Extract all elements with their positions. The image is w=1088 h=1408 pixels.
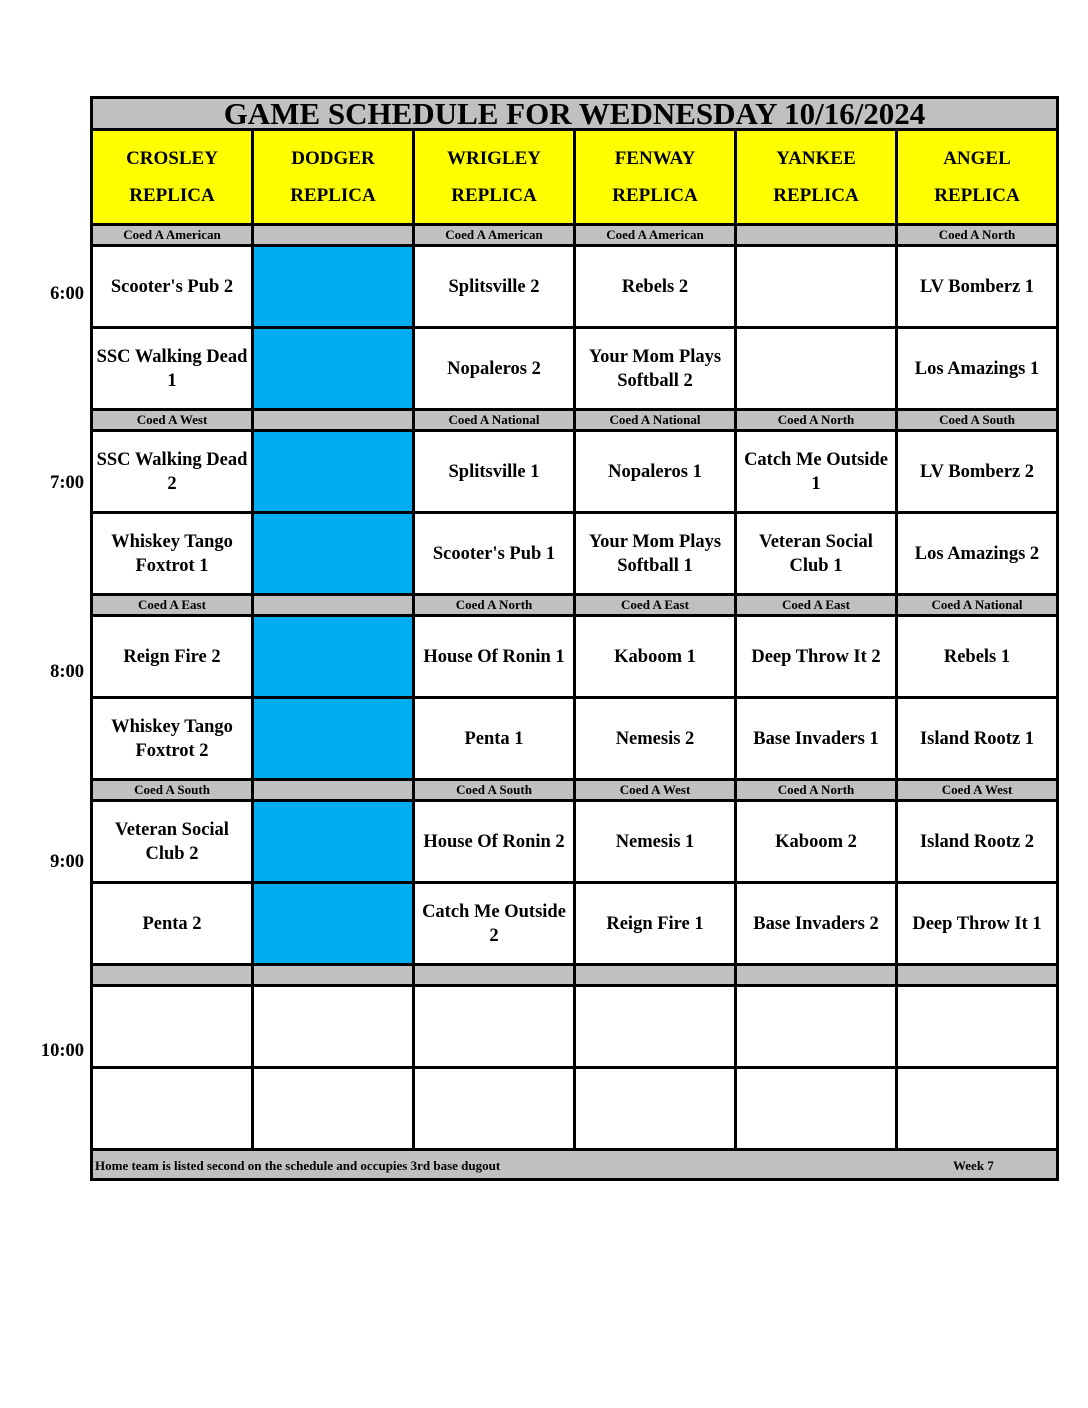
- venue-subtitle: REPLICA: [451, 185, 537, 206]
- team-cell: Splitsville 2: [414, 246, 575, 328]
- game-row: [92, 801, 1058, 883]
- team-cell: [253, 431, 414, 513]
- division-label: [253, 410, 414, 431]
- venue-header: [575, 130, 736, 225]
- division-row: [92, 225, 1058, 246]
- division-label: [253, 595, 414, 616]
- team-cell: Scooter's Pub 2: [92, 246, 253, 328]
- game-row: [92, 1068, 1058, 1150]
- team-cell: House Of Ronin 2: [414, 801, 575, 883]
- game-row: [92, 513, 1058, 595]
- team-cell: Your Mom Plays Softball 1: [575, 513, 736, 595]
- team-cell: Veteran Social Club 2: [92, 801, 253, 883]
- venue-header: [897, 130, 1058, 225]
- venue-header: [736, 130, 897, 225]
- division-label: Coed A American: [575, 225, 736, 246]
- division-row: [92, 595, 1058, 616]
- team-cell: Deep Throw It 2: [736, 616, 897, 698]
- venue-name: DODGER: [291, 148, 375, 169]
- time-label: 9:00: [50, 852, 84, 872]
- footer-row: [92, 1150, 1058, 1180]
- venue-header: [414, 130, 575, 225]
- team-cell: [897, 1068, 1058, 1150]
- team-cell: Rebels 1: [897, 616, 1058, 698]
- venue-name: FENWAY: [614, 148, 696, 169]
- team-cell: Los Amazings 1: [897, 328, 1058, 410]
- team-cell: Whiskey Tango Foxtrot 2: [92, 698, 253, 780]
- team-cell: [897, 986, 1058, 1068]
- division-label: Coed A West: [575, 780, 736, 801]
- team-cell: Penta 1: [414, 698, 575, 780]
- team-cell: [253, 801, 414, 883]
- team-cell: [253, 1068, 414, 1150]
- team-cell: LV Bomberz 2: [897, 431, 1058, 513]
- division-label: [253, 965, 414, 986]
- division-label: [414, 965, 575, 986]
- division-label: Coed A East: [736, 595, 897, 616]
- team-cell: [736, 1068, 897, 1150]
- page-title: GAME SCHEDULE FOR WEDNESDAY 10/16/2024: [92, 98, 1058, 130]
- team-cell: [253, 246, 414, 328]
- division-label: Coed A North: [414, 595, 575, 616]
- team-cell: [253, 883, 414, 965]
- team-cell: House Of Ronin 1: [414, 616, 575, 698]
- division-row: [92, 780, 1058, 801]
- team-cell: LV Bomberz 1: [897, 246, 1058, 328]
- team-cell: Nemesis 2: [575, 698, 736, 780]
- team-cell: Los Amazings 2: [897, 513, 1058, 595]
- division-label: Coed A National: [575, 410, 736, 431]
- team-cell: Penta 2: [92, 883, 253, 965]
- division-label: [897, 965, 1058, 986]
- team-cell: [253, 698, 414, 780]
- team-cell: Base Invaders 2: [736, 883, 897, 965]
- game-row: [92, 328, 1058, 410]
- team-cell: [253, 986, 414, 1068]
- venue-header-row: [92, 130, 1058, 225]
- division-label: Coed A South: [897, 410, 1058, 431]
- team-cell: [92, 1068, 253, 1150]
- venue-subtitle: REPLICA: [612, 185, 698, 206]
- division-label: Coed A South: [414, 780, 575, 801]
- game-row: [92, 883, 1058, 965]
- team-cell: SSC Walking Dead 2: [92, 431, 253, 513]
- team-cell: [92, 986, 253, 1068]
- venue-name: ANGEL: [943, 148, 1011, 169]
- game-row: [92, 431, 1058, 513]
- division-label: Coed A North: [897, 225, 1058, 246]
- game-row: [92, 698, 1058, 780]
- team-cell: [414, 986, 575, 1068]
- time-label: 6:00: [50, 284, 84, 304]
- venue-header: [92, 130, 253, 225]
- team-cell: Splitsville 1: [414, 431, 575, 513]
- division-label: Coed A American: [414, 225, 575, 246]
- division-label: [736, 225, 897, 246]
- team-cell: Kaboom 2: [736, 801, 897, 883]
- division-label: [736, 965, 897, 986]
- team-cell: [736, 986, 897, 1068]
- team-cell: Rebels 2: [575, 246, 736, 328]
- team-cell: Deep Throw It 1: [897, 883, 1058, 965]
- team-cell: Base Invaders 1: [736, 698, 897, 780]
- team-cell: Scooter's Pub 1: [414, 513, 575, 595]
- game-row: [92, 246, 1058, 328]
- time-label: 8:00: [50, 662, 84, 682]
- team-cell: [736, 328, 897, 410]
- division-label: Coed A National: [414, 410, 575, 431]
- venue-name: WRIGLEY: [447, 148, 541, 169]
- team-cell: [253, 328, 414, 410]
- footer: [92, 1150, 1058, 1180]
- division-label: Coed A East: [92, 595, 253, 616]
- footer-note: Home team is listed second on the schedule and occupies 3rd base dugout: [95, 1158, 501, 1173]
- time-label: 10:00: [40, 1041, 84, 1061]
- division-label: [92, 965, 253, 986]
- venue-subtitle: REPLICA: [129, 185, 215, 206]
- division-label: Coed A West: [897, 780, 1058, 801]
- division-label: [253, 225, 414, 246]
- division-label: Coed A American: [92, 225, 253, 246]
- game-row: [92, 616, 1058, 698]
- division-label: Coed A West: [92, 410, 253, 431]
- venue-subtitle: REPLICA: [934, 185, 1020, 206]
- team-cell: Reign Fire 2: [92, 616, 253, 698]
- team-cell: Nemesis 1: [575, 801, 736, 883]
- team-cell: [736, 246, 897, 328]
- division-row: [92, 965, 1058, 986]
- team-cell: Catch Me Outside 2: [414, 883, 575, 965]
- schedule-table: [90, 96, 1059, 1181]
- team-cell: Reign Fire 1: [575, 883, 736, 965]
- division-label: Coed A North: [736, 410, 897, 431]
- team-cell: SSC Walking Dead 1: [92, 328, 253, 410]
- team-cell: [253, 513, 414, 595]
- team-cell: Island Rootz 2: [897, 801, 1058, 883]
- week-label: Week 7: [953, 1158, 994, 1173]
- team-cell: Nopaleros 2: [414, 328, 575, 410]
- team-cell: [575, 1068, 736, 1150]
- division-label: Coed A East: [575, 595, 736, 616]
- team-cell: [253, 616, 414, 698]
- team-cell: Kaboom 1: [575, 616, 736, 698]
- division-label: [575, 965, 736, 986]
- venue-subtitle: REPLICA: [773, 185, 859, 206]
- venue-subtitle: REPLICA: [290, 185, 376, 206]
- venue-header: [253, 130, 414, 225]
- team-cell: [414, 1068, 575, 1150]
- venue-name: YANKEE: [776, 148, 856, 169]
- team-cell: Veteran Social Club 1: [736, 513, 897, 595]
- division-row: [92, 410, 1058, 431]
- team-cell: Catch Me Outside 1: [736, 431, 897, 513]
- game-row: [92, 986, 1058, 1068]
- division-label: Coed A National: [897, 595, 1058, 616]
- team-cell: Nopaleros 1: [575, 431, 736, 513]
- team-cell: Whiskey Tango Foxtrot 1: [92, 513, 253, 595]
- division-label: [253, 780, 414, 801]
- time-label: 7:00: [50, 473, 84, 493]
- venue-name: CROSLEY: [126, 148, 218, 169]
- division-label: Coed A South: [92, 780, 253, 801]
- team-cell: Island Rootz 1: [897, 698, 1058, 780]
- team-cell: [575, 986, 736, 1068]
- team-cell: Your Mom Plays Softball 2: [575, 328, 736, 410]
- division-label: Coed A North: [736, 780, 897, 801]
